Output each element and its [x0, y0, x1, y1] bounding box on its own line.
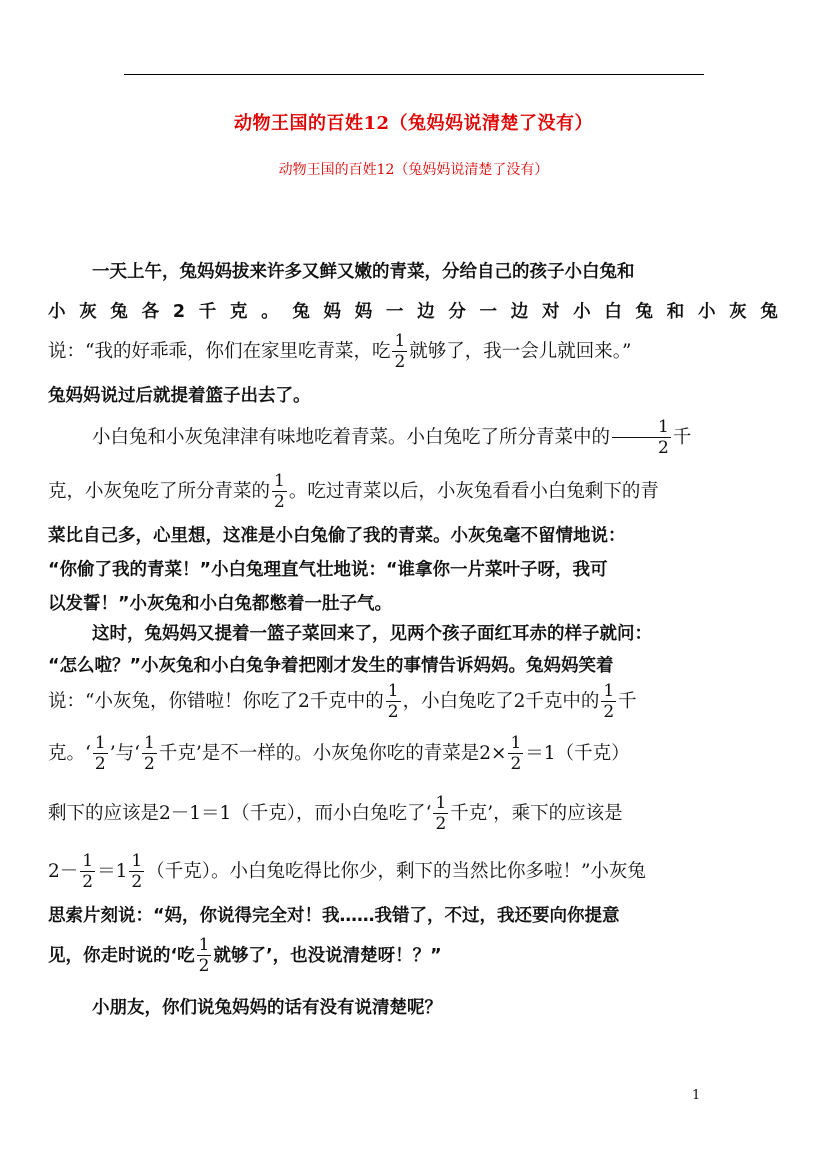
fraction: $\frac{1}{2}$: [94, 733, 106, 774]
page-subtitle: 动物王国的百姓12（兔妈妈说清楚了没有）: [278, 162, 549, 178]
spaced-char: 各: [141, 302, 160, 322]
p3-line-5: 剩下的应该是2－1＝1（千克），而小白兔吃了‘ $\frac{1}{2}$ 千克’，乘下的应该是: [48, 793, 623, 834]
p2-line-2: 克，小灰兔吃了所分青菜的 $\frac{1}{2}$ 。吃过青菜以后，小灰兔看看小白兔剩下的青: [48, 471, 659, 512]
fraction: $\frac{1}{2}$: [510, 733, 522, 774]
p3-line-2: “怎么啦？”小灰兔和小白兔争着把刚才发生的事情告诉妈妈。兔妈妈笑着: [48, 656, 614, 676]
p1-line-2: [48, 292, 778, 332]
p3-line-7: 思索片刻说：“妈，你说得完全对！我……我错了，不过，我还要向你提意: [48, 906, 620, 926]
spaced-char: 边: [510, 302, 529, 322]
p3-line-6: 2－ $\frac{1}{2}$ ＝1 $\frac{1}{2}$ （千克）。小白兔吃得比你少，剩下的当然比你多啦！”小灰兔: [48, 851, 646, 892]
page-title: 动物王国的百姓12（兔妈妈说清楚了没有）: [233, 113, 594, 134]
spaced-char: 边: [417, 302, 435, 322]
spaced-char: 2: [172, 302, 185, 322]
p3-line-8: 见，你走时说的‘吃 $\frac{1}{2}$ 就够了’，也没说清楚呀！？”: [48, 935, 442, 976]
fraction: $\frac{1}{2}$: [612, 419, 671, 457]
p1-line-4: 兔妈妈说过后就提着篮子出去了。: [48, 386, 311, 406]
p3-line-1: 这时，兔妈妈又提着一篮子菜回来了，见两个孩子面红耳赤的样子就问：: [92, 624, 652, 644]
spaced-char: 一: [479, 302, 498, 322]
fraction: $\frac{1}{2}$: [603, 681, 615, 722]
fraction: $\frac{1}{2}$: [82, 851, 94, 892]
spaced-char: 对: [541, 302, 560, 322]
p2-line-5: 以发誓！”小灰兔和小白兔都憋着一肚子气。: [48, 594, 392, 614]
header-rule: [124, 74, 704, 75]
fraction: $\frac{1}{2}$: [387, 681, 399, 722]
fraction: $\frac{1}{2}$: [394, 331, 406, 372]
fraction: $\frac{1}{2}$: [435, 793, 447, 834]
p1-line-3: 说：“我的好乖乖，你们在家里吃青菜，吃 $\frac{1}{2}$ 就够了，我一会儿就回来。”: [48, 331, 632, 372]
p2-line-1: 小白兔和小灰兔津津有味地吃着青菜。小白兔吃了所分青菜中的 $\frac{1}{2}$ 千: [92, 417, 692, 458]
spaced-char: 妈: [354, 302, 373, 322]
spaced-char: 一: [385, 302, 404, 322]
spaced-char: 小: [48, 302, 66, 322]
spaced-char: 兔: [760, 302, 778, 322]
page-number: 1: [692, 1088, 701, 1103]
spaced-char: 白: [604, 302, 622, 322]
p4-line-1: 小朋友，你们说兔妈妈的话有没有说清楚呢？: [92, 998, 442, 1018]
fraction: $\frac{1}{2}$: [143, 733, 155, 774]
spaced-char: 。: [261, 302, 279, 322]
spaced-char: 克: [229, 302, 248, 322]
spaced-char: 兔: [292, 302, 310, 322]
p2-line-4: “你偷了我的青菜！”小白兔理直气壮地说：“谁拿你一片菜叶子呀，我可: [48, 560, 608, 580]
spaced-char: 千: [198, 302, 217, 322]
p2-line-3: 菜比自己多，心里想，这准是小白兔偷了我的青菜。小灰兔毫不留情地说：: [48, 526, 626, 546]
fraction: $\frac{1}{2}$: [198, 935, 210, 976]
spaced-char: 兔: [110, 302, 128, 322]
p3-line-3: 说：“小灰兔，你错啦！你吃了2千克中的 $\frac{1}{2}$ ，小白兔吃了2千克中的 $\frac{1}{2}$ 千: [48, 681, 637, 722]
spaced-char: 和: [666, 302, 685, 322]
spaced-char: 小: [573, 302, 591, 322]
fraction: $\frac{1}{2}$: [131, 851, 143, 892]
spaced-char: 小: [697, 302, 716, 322]
p1-line-1: 一天上午，兔妈妈拔来许多又鲜又嫩的青菜，分给自己的孩子小白兔和: [92, 262, 635, 282]
spaced-char: 灰: [729, 302, 747, 322]
p3-line-4: 克。‘ $\frac{1}{2}$ ’与‘ $\frac{1}{2}$ 千克’是不一样的。小灰兔你吃的青菜是2× $\frac{1}{2}$ ＝1（千克）: [48, 733, 630, 774]
spaced-char: 妈: [323, 302, 342, 322]
fraction: $\frac{1}{2}$: [274, 471, 285, 512]
spaced-char: 分: [448, 302, 466, 322]
spaced-char: 兔: [635, 302, 654, 322]
spaced-char: 灰: [79, 302, 97, 322]
